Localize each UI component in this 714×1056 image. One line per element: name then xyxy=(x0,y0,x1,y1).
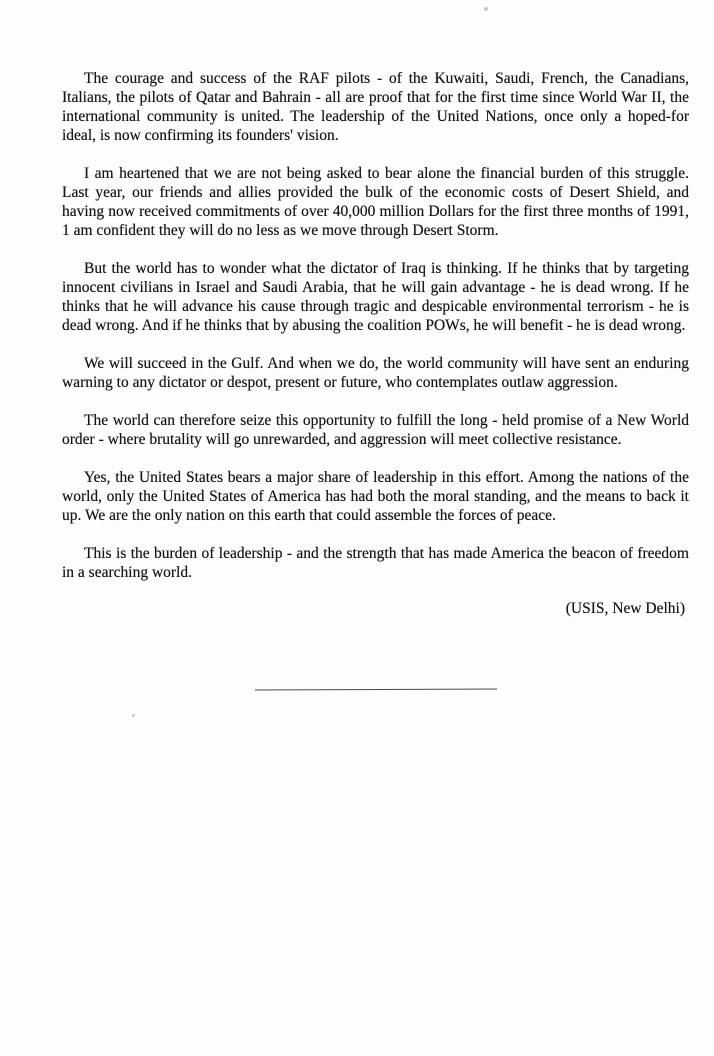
paragraph-raf-pilots: The courage and success of the RAF pilots - of the Kuwaiti, Saudi, French, the Canadians, Italians, the pilots of Qatar and Bahrain - all are proof that for the first time since World War II, the international community is united. The leadership of the United Nations, once only a hoped-for ideal, is now confirming its founders' vision. xyxy=(62,70,689,144)
scan-speck xyxy=(484,7,488,11)
paragraph-new-world-order: The world can therefore seize this opportunity to fulfill the long - held promise of a New World order - where brutality will go unrewarded, and aggression will meet collective resistance. xyxy=(62,412,689,448)
document-text-block xyxy=(62,69,689,618)
paragraph-burden-of-leadership: This is the burden of leadership - and the strength that has made America the beacon of freedom in a searching world. xyxy=(62,545,689,581)
scan-speck xyxy=(132,714,135,717)
paragraph-us-leadership: Yes, the United States bears a major share of leadership in this effort. Among the nations of the world, only the United States of America has had both the moral standing, and the means to back it up. We are the only nation on this earth that could assemble the forces of peace. xyxy=(62,469,689,524)
paragraph-financial-burden: I am heartened that we are not being asked to bear alone the financial burden of this struggle. Last year, our friends and allies provided the bulk of the economic costs of Desert Shield, and having now received commitments of over 40,000 million Dollars for the first three months of 1991, 1 am confident they will do no less as we move through Desert Storm. xyxy=(62,165,689,239)
paragraph-dictator-dead-wrong: But the world has to wonder what the dictator of Iraq is thinking. If he thinks that by targeting innocent civilians in Israel and Saudi Arabia, that he will gain advantage - he is dead wrong. If he thinks that he will advance his cause through tragic and despicable environmental terrorism - he is dead wrong. And if he thinks that by abusing the coalition POWs, he will benefit - he is dead wrong. xyxy=(62,260,689,334)
attribution-usis-new-delhi: (USIS, New Delhi) xyxy=(565,600,685,617)
divider-line xyxy=(255,688,497,690)
paragraph-succeed-in-gulf: We will succeed in the Gulf. And when we do, the world community will have sent an enduring warning to any dictator or despot, present or future, who contemplates outlaw aggression. xyxy=(62,355,689,391)
